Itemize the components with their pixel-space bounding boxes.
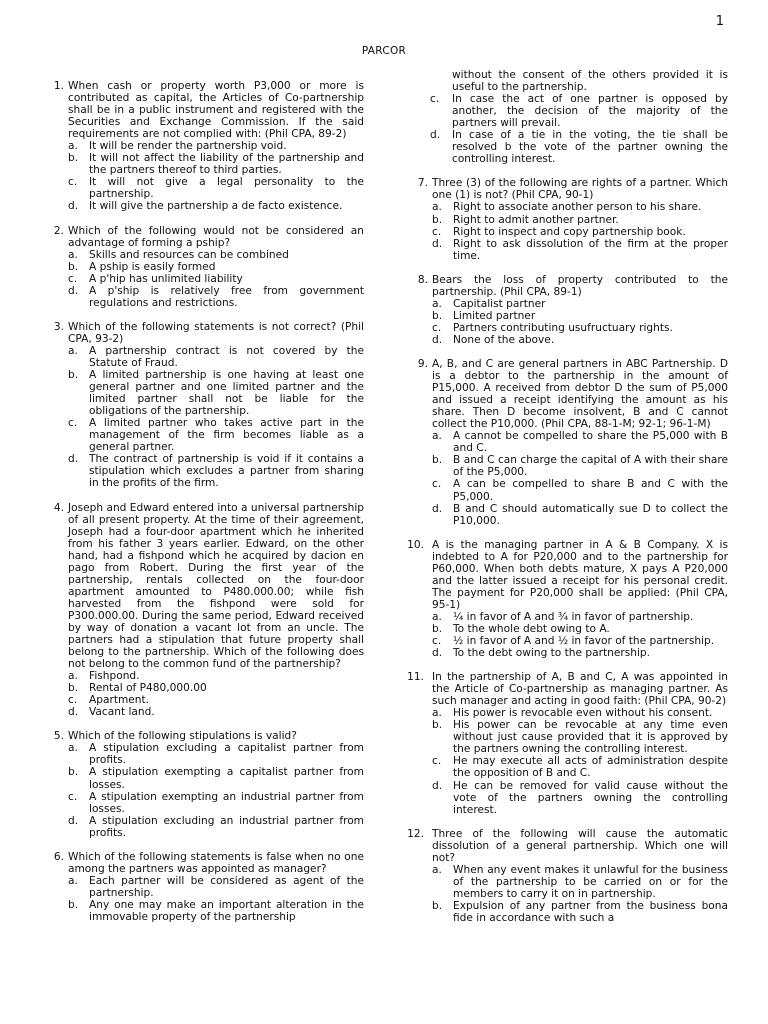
option-item xyxy=(68,152,364,176)
option-text: A p'hip has unlimited liability xyxy=(89,272,243,285)
option-item xyxy=(68,899,364,923)
option-item xyxy=(68,261,364,273)
option-item xyxy=(68,694,364,706)
option-letter: b. xyxy=(432,899,443,912)
option-letter: b. xyxy=(432,213,443,226)
option-letter: b. xyxy=(432,309,443,322)
option-letter: a. xyxy=(432,201,442,214)
option-item xyxy=(68,140,364,152)
option-letter: b. xyxy=(68,369,79,382)
option-text: A limited partner who takes active part in the management of the firm becomes liable as a general partner. xyxy=(89,417,364,454)
document-title: PARCOR xyxy=(361,45,407,57)
question-number: 1. xyxy=(53,80,64,92)
option-text: A stipulation excluding a capitalist partner from profits. xyxy=(89,742,364,767)
option-text: Right to ask dissolution of the firm at the proper time. xyxy=(453,237,728,262)
question-item xyxy=(406,539,728,659)
option-text: It will be render the partnership void. xyxy=(89,140,287,153)
option-item xyxy=(432,635,728,647)
option-item xyxy=(432,226,728,238)
question-stem: Three (3) of the following are rights of a partner. Which one (1) is not? (Phil CPA, 90-1) xyxy=(432,177,728,202)
option-letter: c. xyxy=(430,93,440,106)
option-text: A partnership contract is not covered by the Statute of Fraud. xyxy=(89,344,364,369)
left-column xyxy=(42,80,364,935)
option-item xyxy=(68,766,364,790)
right-column xyxy=(406,69,728,936)
option-letter: d. xyxy=(68,814,79,827)
option-letter: c. xyxy=(68,176,78,189)
option-letter: b. xyxy=(68,898,79,911)
option-item xyxy=(68,742,364,766)
option-text: Each partner will be considered as agent of the partnership. xyxy=(89,874,364,899)
option-text: His power is revocable even without his consent. xyxy=(453,707,713,720)
question-item xyxy=(406,177,728,261)
option-letter: b. xyxy=(432,719,443,732)
question-number: 11. xyxy=(407,671,424,684)
question-number: 10. xyxy=(407,538,424,551)
option-text: A limited partnership is one having at least one general partner and one limited partner and the limited partner shall not be liable for the obligations of the partnership. xyxy=(89,369,364,418)
option-item xyxy=(68,453,364,489)
option-text: B and C should automatically sue D to collect the P10,000. xyxy=(453,502,728,527)
option-text: A stipulation exempting an industrial partner from losses. xyxy=(89,790,364,815)
option-letter: b. xyxy=(68,682,79,695)
option-item xyxy=(432,900,728,924)
option-text: Fishpond. xyxy=(89,670,140,683)
option-item xyxy=(432,478,728,502)
option-item xyxy=(68,273,364,285)
question-stem: Three of the following will cause the automatic dissolution of a general partnership. Which one will not? xyxy=(432,827,728,864)
option-text: A can be compelled to share B and C with the P5,000. xyxy=(453,478,728,503)
option-letter: a. xyxy=(68,248,78,261)
option-letter: a. xyxy=(432,863,442,876)
option-letter: d. xyxy=(430,129,441,142)
question-number: 7. xyxy=(417,177,428,190)
option-letter: c. xyxy=(432,478,442,491)
option-item xyxy=(432,503,728,527)
option-letter: d. xyxy=(432,647,443,660)
option-text: To the debt owing to the partnership. xyxy=(453,647,650,660)
option-item xyxy=(432,310,728,322)
option-letter: d. xyxy=(68,284,79,297)
option-item xyxy=(68,345,364,369)
option-text: His power can be revocable at any time even without just cause provided that it is approved by the partners owning the controlling interest. xyxy=(453,719,728,756)
option-item xyxy=(68,670,364,682)
question-item xyxy=(42,502,364,719)
right-question-list xyxy=(406,177,728,924)
option-letter: d. xyxy=(68,706,79,719)
option-item xyxy=(68,369,364,417)
option-text: ½ in favor of A and ½ in favor of the partnership. xyxy=(453,635,715,648)
option-text: ¼ in favor of A and ¾ in favor of partnership. xyxy=(453,610,694,623)
option-text: To the whole debt owing to A. xyxy=(453,622,610,635)
option-item xyxy=(68,200,364,212)
option-letter: d. xyxy=(68,200,79,213)
option-letter: b. xyxy=(68,766,79,779)
option-text: When any event makes it unlawful for the business of the partnership to be carried on or for the members to carry it on in partnership. xyxy=(453,863,728,900)
option-letter: d. xyxy=(432,237,443,250)
option-item xyxy=(432,430,728,454)
option-item xyxy=(432,238,728,262)
question-number: 5. xyxy=(53,730,64,743)
question-stem: In the partnership of A, B and C, A was appointed in the Article of Co-partnership as managing partner. As such manager and acting in good faith: (Phil CPA, 90-2) xyxy=(432,671,728,708)
question-stem: Bears the loss of property contributed to the partnership. (Phil CPA, 89-1) xyxy=(432,273,728,298)
question-item xyxy=(42,730,364,838)
option-item xyxy=(68,682,364,694)
option-item xyxy=(68,706,364,718)
question-item xyxy=(42,321,364,490)
option-item xyxy=(432,647,728,659)
option-item xyxy=(432,298,728,310)
option-item xyxy=(430,129,728,165)
option-letter: c. xyxy=(68,790,78,803)
option-letter: a. xyxy=(432,610,442,623)
option-text: Rental of P480,000.00 xyxy=(89,682,207,695)
option-text: Skills and resources can be combined xyxy=(89,248,289,261)
option-item xyxy=(432,454,728,478)
option-text: Partners contributing usufructuary rights. xyxy=(453,321,673,334)
option-letter: a. xyxy=(68,140,78,153)
option-item xyxy=(432,864,728,900)
option-letter: a. xyxy=(432,430,442,443)
option-letter: c. xyxy=(68,694,78,707)
option-item xyxy=(68,875,364,899)
question-number: 9. xyxy=(417,357,428,370)
option-text: B and C can charge the capital of A with their share of the P5,000. xyxy=(453,454,728,479)
option-text: A pship is easily formed xyxy=(89,260,216,273)
option-text: A stipulation exempting a capitalist partner from losses. xyxy=(89,766,364,791)
option-letter: a. xyxy=(432,707,442,720)
option-letter: b. xyxy=(432,454,443,467)
option-item xyxy=(430,93,728,129)
question-item xyxy=(406,671,728,816)
option-text: A cannot be compelled to share the P5,000 with B and C. xyxy=(453,430,728,455)
option-letter: d. xyxy=(432,502,443,515)
question-stem: Which of the following would not be considered an advantage of forming a pship? xyxy=(68,224,364,249)
continued-question xyxy=(406,69,728,165)
option-item xyxy=(432,780,728,816)
question-stem: Which of the following statements is false when no one among the partners was appointed as manager? xyxy=(68,850,364,875)
option-letter: c. xyxy=(432,755,442,768)
question-item xyxy=(406,828,728,924)
option-text: Limited partner xyxy=(453,309,536,322)
option-letter: d. xyxy=(432,779,443,792)
option-item xyxy=(432,214,728,226)
question-number: 8. xyxy=(417,273,428,286)
question-stem: A is the managing partner in A & B Company. X is indebted to A for P20,000 and to the partnership for P60,000. When both debts mature, X pays A P20,000 and the latter issued a receipt for his personal credit. The payment for P20,000 shall be applied: (Phil CPA, 95-1) xyxy=(432,538,728,611)
option-item xyxy=(432,755,728,779)
option-item xyxy=(432,322,728,334)
option-text: It will give the partnership a de facto existence. xyxy=(89,200,343,213)
option-text: In case of a tie in the voting, the tie shall be resolved b the vote of the partner owning the controlling interest. xyxy=(452,129,728,166)
option-text: He may execute all acts of administration despite the opposition of B and C. xyxy=(453,755,728,780)
option-letter: d. xyxy=(68,453,79,466)
option-item xyxy=(68,249,364,261)
question-number: 3. xyxy=(53,320,64,333)
continued-text: without the consent of the others provided it is useful to the partnership. xyxy=(452,69,728,94)
option-item xyxy=(68,417,364,453)
option-text: Any one may make an important alteration in the immovable property of the partnership xyxy=(89,898,364,923)
option-text: None of the above. xyxy=(453,333,555,346)
option-text: Capitalist partner xyxy=(453,297,546,310)
option-text: Expulsion of any partner from the business bona fide in accordance with such a xyxy=(453,899,728,924)
question-item xyxy=(406,358,728,527)
option-letter: b. xyxy=(432,622,443,635)
option-letter: a. xyxy=(68,874,78,887)
option-item xyxy=(68,815,364,839)
option-letter: c. xyxy=(432,635,442,648)
question-number: 12. xyxy=(407,827,424,840)
option-text: It will not give a legal personality to the partnership. xyxy=(89,176,364,201)
question-stem: A, B, and C are general partners in ABC Partnership. D is a debtor to the partnership in the amount of P15,000. A received from debtor D the sum of P5,000 and issued a receipt identifying the amount as his share. Then D become insolvent, B and C cannot collect the P10,000. (Phil CPA, 88-1-M; 92-1; 96-1-M) xyxy=(432,357,728,431)
option-letter: d. xyxy=(432,333,443,346)
option-item xyxy=(432,623,728,635)
question-stem: When cash or property worth P3,000 or more is contributed as capital, the Articles of Co-partnership shall be in a public instrument and registered with the Securities and Exchange Commission. If the said requirements are not complied with: (Phil CPA, 89-2) xyxy=(68,80,364,141)
option-item xyxy=(432,719,728,755)
option-letter: c. xyxy=(432,225,442,238)
option-text: He can be removed for valid cause without the vote of the partners owning the controlling interest. xyxy=(453,779,728,816)
option-text: Right to inspect and copy partnership book. xyxy=(453,225,686,238)
option-letter: a. xyxy=(68,742,78,755)
option-item xyxy=(432,334,728,346)
question-stem: Which of the following stipulations is valid? xyxy=(68,730,297,743)
option-text: Vacant land. xyxy=(89,706,155,719)
option-letter: c. xyxy=(432,321,442,334)
option-text: A p'ship is relatively free from government regulations and restrictions. xyxy=(89,284,364,309)
option-letter: a. xyxy=(68,670,78,683)
option-text: It will not affect the liability of the partnership and the partners thereof to third parties. xyxy=(89,152,364,177)
question-number: 2. xyxy=(53,224,64,237)
option-letter: a. xyxy=(68,344,78,357)
question-item xyxy=(406,274,728,346)
option-text: In case the act of one partner is opposed by another, the decision of the majority of the partners will prevail. xyxy=(452,93,728,130)
question-item xyxy=(42,851,364,923)
option-item xyxy=(68,285,364,309)
option-text: Right to associate another person to his share. xyxy=(453,201,702,214)
option-letter: b. xyxy=(68,260,79,273)
option-letter: c. xyxy=(68,272,78,285)
option-item xyxy=(432,611,728,623)
option-text: Right to admit another partner. xyxy=(453,213,619,226)
option-item xyxy=(68,176,364,200)
option-item xyxy=(432,201,728,213)
option-letter: a. xyxy=(432,297,442,310)
option-letter: b. xyxy=(68,152,79,165)
question-item xyxy=(42,80,364,213)
question-item xyxy=(42,225,364,309)
option-letter: c. xyxy=(68,417,78,430)
option-item xyxy=(68,791,364,815)
question-number: 6. xyxy=(53,850,64,863)
option-text: Apartment. xyxy=(89,694,150,707)
question-stem: Which of the following statements is not correct? (Phil CPA, 93-2) xyxy=(68,320,364,345)
option-text: A stipulation excluding an industrial partner from profits. xyxy=(89,814,364,839)
question-number: 4. xyxy=(53,501,64,514)
option-text: The contract of partnership is void if it contains a stipulation which excludes a partner from sharing in the profits of the firm. xyxy=(89,453,364,490)
page-number: 1 xyxy=(715,14,724,29)
option-item xyxy=(432,707,728,719)
question-stem: Joseph and Edward entered into a universal partnership of all present property. At the time of their agreement, Joseph had a four-door apartment which he inherited from his father 3 years earlier. Edward, on the other hand, had a fishpond which he acquired by dacion en pago from Robert. During the first year of the partnership, rentals collected on the four-door apartment amounted to P480.000.00; while fish harvested from the fishpond were sold for P300.000.00. During the same period, Edward received by way of donation a vacant lot from an uncle. The partners had a stipulation that future property shall belong to the partnership. Which of the following does not belong to the common fund of the partnership? xyxy=(68,501,364,671)
